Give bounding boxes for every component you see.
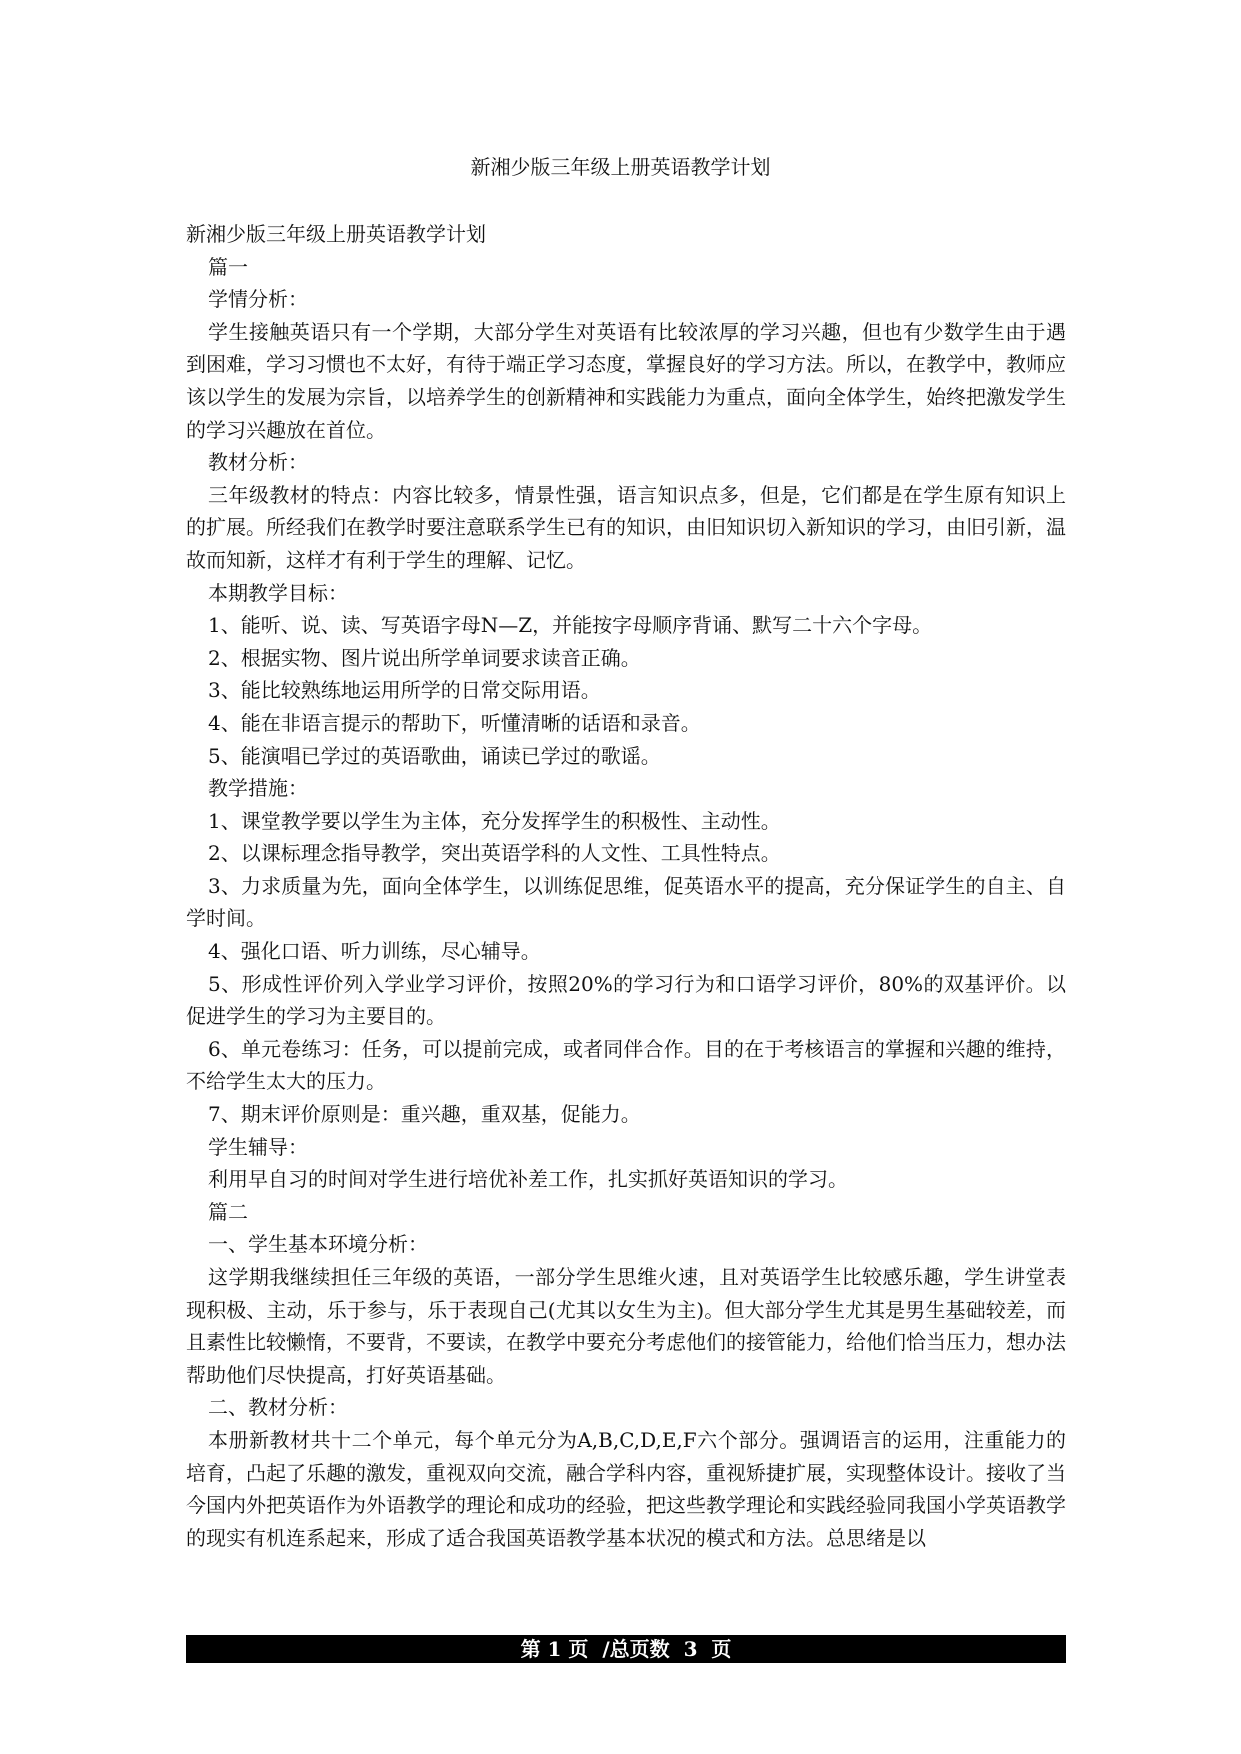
- paragraph: 利用早自习的时间对学生进行培优补差工作，扎实抓好英语知识的学习。: [208, 1167, 848, 1192]
- document-body: [186, 218, 1066, 1554]
- paragraph: 6、单元卷练习：任务，可以提前完成，或者同伴合作。目的在于考核语言的掌握和兴趣的维持，不给学生太大的压力。: [186, 1036, 1066, 1094]
- paragraph: 2、以课标理念指导教学，突出英语学科的人文性、工具性特点。: [208, 841, 781, 866]
- paragraph: 一、学生基本环境分析：: [208, 1232, 428, 1257]
- paragraph: 学情分析：: [208, 287, 308, 312]
- paragraph: 教学措施：: [208, 776, 308, 801]
- paragraph: 3、能比较熟练地运用所学的日常交际用语。: [208, 678, 601, 703]
- paragraph: 1、课堂教学要以学生为主体，充分发挥学生的积极性、主动性。: [208, 808, 781, 833]
- paragraph: 7、期末评价原则是：重兴趣，重双基，促能力。: [208, 1102, 641, 1127]
- page-footer: [186, 1635, 1066, 1663]
- paragraph: 4、强化口语、听力训练，尽心辅导。: [208, 939, 541, 964]
- paragraph: 1、能听、说、读、写英语字母N—Z，并能按字母顺序背诵、默写二十六个字母。: [208, 613, 933, 638]
- document-title: 新湘少版三年级上册英语教学计划: [470, 155, 771, 179]
- paragraph: 本期教学目标：: [208, 580, 348, 605]
- paragraph: 这学期我继续担任三年级的英语，一部分学生思维火速，且对英语学生比较感乐趣，学生讲堂表现积极、主动，乐于参与，乐于表现自己(尤其以女生为主)。但大部分学生尤其是男生基础较差，而且素性比较懒惰，不要背，不要读，在教学中要充分考虑他们的接管能力，给他们恰当压力，想办法帮助他们尽快提高，打好英语基础。: [186, 1265, 1066, 1387]
- paragraph: 2、根据实物、图片说出所学单词要求读音正确。: [208, 645, 641, 670]
- paragraph: 本册新教材共十二个单元，每个单元分为A,B,C,D,E,F六个部分。强调语言的运用，注重能力的培育，凸起了乐趣的激发，重视双向交流，融合学科内容，重视矫捷扩展，实现整体设计。接收了当今国内外把英语作为外语教学的理论和成功的经验，把这些教学理论和实践经验同我国小学英语教学的现实有机连系起来，形成了适合我国英语教学基本状况的模式和方法。总思绪是以: [186, 1427, 1066, 1550]
- paragraph: 3、力求质量为先，面向全体学生，以训练促思维，促英语水平的提高，充分保证学生的自主、自学时间。: [186, 873, 1066, 931]
- paragraph: 篇二: [208, 1199, 248, 1224]
- paragraph: 学生接触英语只有一个学期，大部分学生对英语有比较浓厚的学习兴趣，但也有少数学生由于遇到困难，学习习惯也不太好，有待于端正学习态度，掌握良好的学习方法。所以，在教学中，教师应该以学生的发展为宗旨，以培养学生的创新精神和实践能力为重点，面向全体学生，始终把激发学生的学习兴趣放在首位。: [186, 319, 1066, 442]
- paragraph: 学生辅导：: [208, 1134, 308, 1159]
- paragraph: 篇一: [208, 254, 248, 279]
- paragraph: 教材分析：: [208, 450, 308, 475]
- page-number-label: 第 1 页 /总页数 3 页: [520, 1637, 732, 1661]
- paragraph: 新湘少版三年级上册英语教学计划: [186, 222, 486, 246]
- paragraph: 5、能演唱已学过的英语歌曲，诵读已学过的歌谣。: [208, 743, 661, 768]
- paragraph: 三年级教材的特点：内容比较多，情景性强，语言知识点多，但是，它们都是在学生原有知识上的扩展。所经我们在教学时要注意联系学生已有的知识，由旧知识切入新知识的学习，由旧引新，温故而知新，这样才有利于学生的理解、记忆。: [186, 482, 1066, 572]
- paragraph: 5、形成性评价列入学业学习评价，按照20%的学习行为和口语学习评价，80%的双基评价。以促进学生的学习为主要目的。: [186, 971, 1066, 1029]
- paragraph: 4、能在非语言提示的帮助下，听懂清晰的话语和录音。: [208, 710, 701, 735]
- paragraph: 二、教材分析：: [208, 1395, 348, 1420]
